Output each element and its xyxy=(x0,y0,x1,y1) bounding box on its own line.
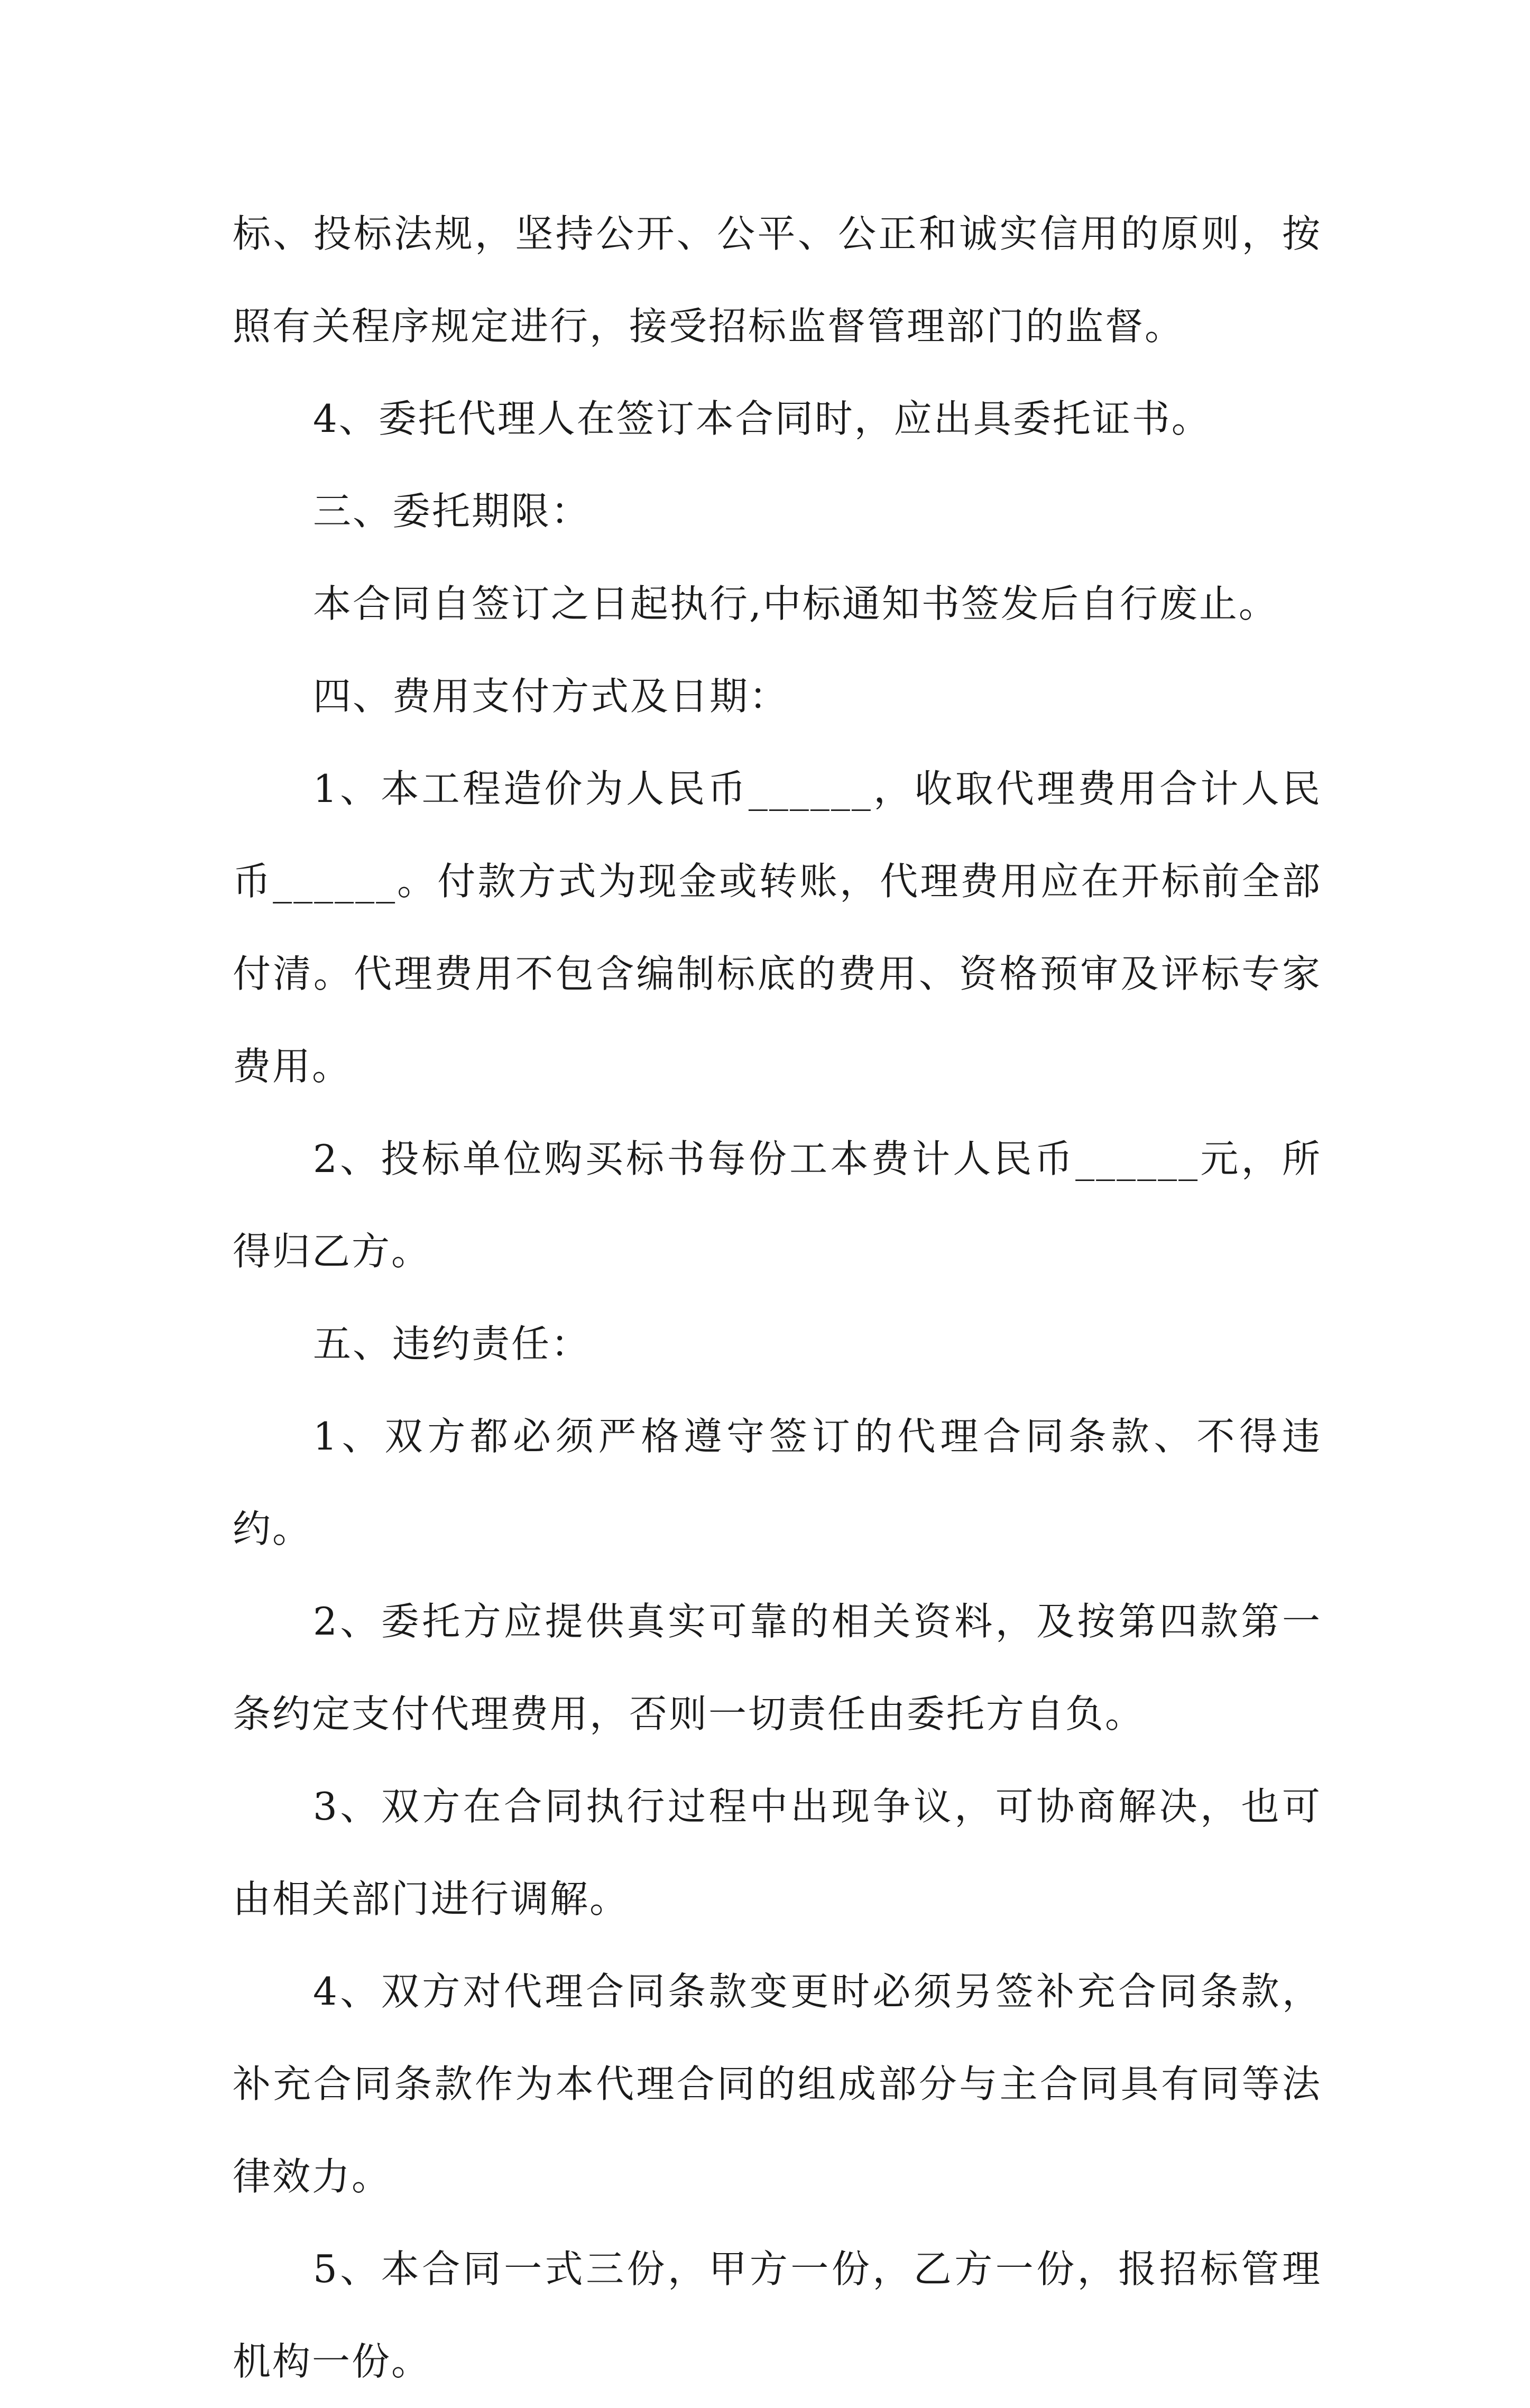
paragraph-liability-5: 5、本合同一式三份，甲方一份，乙方一份，报招标管理机构一份。 xyxy=(233,2247,1322,2384)
paragraph-payment-2: 2、投标单位购买标书每份工本费计人民币______元，所得归乙方。 xyxy=(233,1137,1322,1274)
paragraph-clause-2-4: 4、委托代理人在签订本合同时，应出具委托证书。 xyxy=(313,396,1211,441)
section-heading-term: 三、委托期限： xyxy=(313,489,591,533)
section-heading-payment: 四、费用支付方式及日期： xyxy=(313,674,789,718)
paragraph-liability-3: 3、双方在合同执行过程中出现争议，可协商解决，也可由相关部门进行调解。 xyxy=(233,1784,1322,1921)
document-body xyxy=(233,188,1322,2408)
paragraph-liability-1: 1、双方都必须严格遵守签订的代理合同条款、不得违约。 xyxy=(233,1414,1322,1551)
paragraph-payment-1: 1、本工程造价为人民币______，收取代理费用合计人民币______。付款方式为现金或转账，代理费用应在开标前全部付清。代理费用不包含编制标底的费用、资格预审及评标专家费用。 xyxy=(233,767,1322,1088)
paragraph-liability-2: 2、委托方应提供真实可靠的相关资料，及按第四款第一条约定支付代理费用，否则一切责任由委托方自负。 xyxy=(233,1599,1322,1736)
paragraph-term: 本合同自签订之日起执行,中标通知书签发后自行废止。 xyxy=(313,582,1278,626)
paragraph-liability-4: 4、双方对代理合同条款变更时必须另签补充合同条款，补充合同条款作为本代理合同的组成部分与主合同具有同等法律效力。 xyxy=(233,1969,1322,2199)
section-heading-liability: 五、违约责任： xyxy=(313,1322,591,1366)
paragraph-principles: 标、投标法规，坚持公开、公平、公正和诚实信用的原则，按照有关程序规定进行，接受招标监督管理部门的监督。 xyxy=(233,211,1322,348)
